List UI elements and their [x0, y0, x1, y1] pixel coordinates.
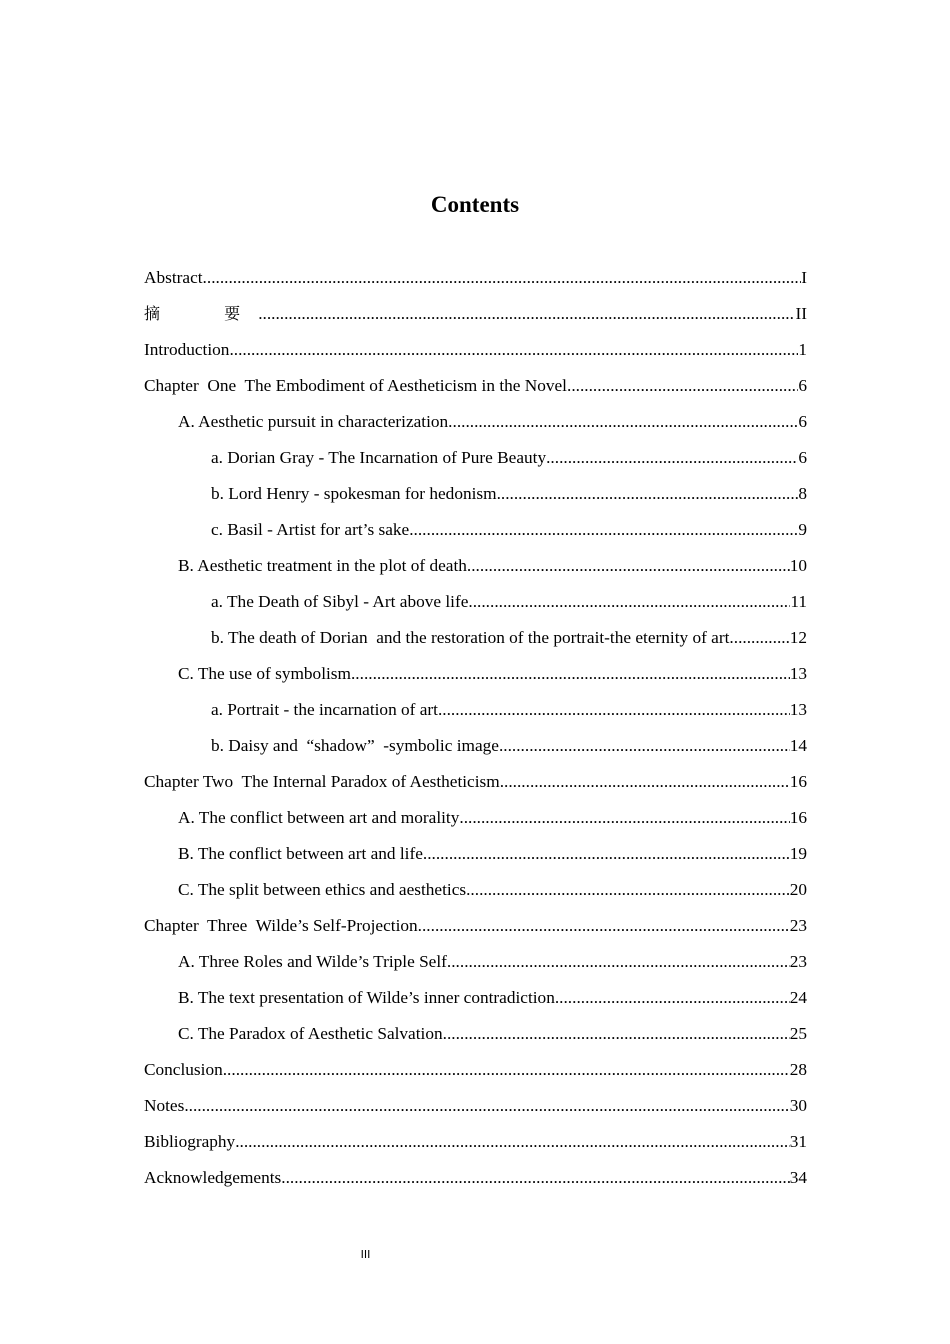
toc-dot-leader: [466, 874, 790, 906]
toc-dot-leader: [409, 514, 798, 546]
toc-entry-subsection[interactable]: [144, 514, 807, 550]
toc-dot-leader: [499, 730, 790, 762]
toc-entry-page: 20: [789, 880, 807, 899]
toc-entry-section[interactable]: [144, 550, 807, 586]
toc-entry-label: B. Aesthetic treatment in the plot of death: [178, 556, 467, 575]
toc-entry-label: Acknowledgements: [144, 1168, 282, 1187]
toc-dot-leader: [203, 262, 802, 294]
toc-entry-section[interactable]: [144, 838, 807, 874]
toc-entry-section[interactable]: [144, 982, 807, 1018]
toc-entry-page: 24: [789, 988, 807, 1007]
toc-dot-leader: [468, 586, 790, 618]
toc-entry-subsection[interactable]: [144, 442, 807, 478]
toc-entry-page: 6: [798, 448, 807, 467]
toc-entry-label: a. The Death of Sibyl - Art above life: [211, 592, 469, 611]
toc-entry-page: 11: [790, 592, 807, 611]
toc-entry-page: 13: [789, 664, 807, 683]
toc-entry-label: C. The Paradox of Aesthetic Salvation: [178, 1024, 443, 1043]
toc-entry-label: Chapter One The Embodiment of Aestheticism in the Novel: [144, 376, 567, 395]
toc-entry-page: 16: [789, 772, 807, 791]
toc-entry-label: B. The conflict between art and life: [178, 844, 423, 863]
toc-entry-page: 10: [789, 556, 807, 575]
toc-entry-bibliography[interactable]: [144, 1126, 807, 1162]
toc-entry-conclusion[interactable]: [144, 1054, 807, 1090]
toc-entry-page: 8: [798, 484, 807, 503]
toc-entry-acknowledgements[interactable]: [144, 1162, 807, 1198]
toc-entry-label: C. The use of symbolism: [178, 664, 351, 683]
toc-entry-label: b. Daisy and “shadow” -symbolic image: [211, 736, 499, 755]
toc-entry-page: 23: [789, 916, 807, 935]
toc-entry-label: 摘 要: [144, 304, 259, 323]
toc-dot-leader: [438, 694, 790, 726]
toc-dot-leader: [418, 910, 790, 942]
toc-entry-label: Abstract: [144, 268, 203, 287]
toc-dot-leader: [258, 298, 795, 330]
toc-entry-page: II: [795, 304, 807, 323]
toc-entry-chapter-two[interactable]: [144, 766, 807, 802]
toc-entry-label: Introduction: [144, 340, 230, 359]
toc-entry-label: c. Basil - Artist for art’s sake: [211, 520, 410, 539]
toc-entry-section[interactable]: [144, 802, 807, 838]
toc-entry-section[interactable]: [144, 874, 807, 910]
toc-entry-page: 12: [789, 628, 807, 647]
toc-entry-label: C. The split between ethics and aesthetics: [178, 880, 467, 899]
toc-entry-label: B. The text presentation of Wilde’s inner contradiction: [178, 988, 555, 1007]
toc-entry-label: a. Dorian Gray - The Incarnation of Pure Beauty: [211, 448, 547, 467]
toc-entry-page: 6: [798, 412, 807, 431]
toc-entry-page: 1: [798, 340, 807, 359]
toc-entry-page: 30: [789, 1096, 807, 1115]
toc-dot-leader: [567, 370, 798, 402]
toc-entry-label: b. Lord Henry - spokesman for hedonism: [211, 484, 497, 503]
toc-entry-page: 6: [798, 376, 807, 395]
toc-entry-section[interactable]: [144, 1018, 807, 1054]
toc-entry-page: 28: [789, 1060, 807, 1079]
toc-dot-leader: [281, 1162, 789, 1194]
toc-dot-leader: [500, 766, 790, 798]
toc-entry-label: Conclusion: [144, 1060, 223, 1079]
toc-entry-subsection[interactable]: [144, 622, 807, 658]
toc-entry-chapter-three[interactable]: [144, 910, 807, 946]
toc-entry-label: b. The death of Dorian and the restoration of the portrait-the eternity of art: [211, 628, 730, 647]
toc-dot-leader: [351, 658, 790, 690]
toc-entry-section[interactable]: [144, 406, 807, 442]
toc-entry-label: Chapter Two The Internal Paradox of Aestheticism: [144, 772, 500, 791]
toc-dot-leader: [223, 1054, 790, 1086]
toc-entry-notes[interactable]: [144, 1090, 807, 1126]
toc-entry-label: Chapter Three Wilde’s Self-Projection: [144, 916, 418, 935]
toc-dot-leader: [184, 1090, 789, 1122]
toc-entry-subsection[interactable]: [144, 730, 807, 766]
toc-entry-page: I: [801, 268, 807, 287]
toc-entry-label: A. The conflict between art and morality: [178, 808, 460, 827]
toc-entry-subsection[interactable]: [144, 478, 807, 514]
toc-entry-page: 14: [789, 736, 807, 755]
toc-entry-label: A. Aesthetic pursuit in characterization: [178, 412, 449, 431]
table-of-contents: [144, 262, 807, 1198]
toc-entry-page: 13: [789, 700, 807, 719]
toc-dot-leader: [443, 1018, 790, 1050]
toc-entry-section[interactable]: [144, 946, 807, 982]
page-title: Contents: [430, 192, 520, 218]
toc-dot-leader: [459, 802, 789, 834]
toc-dot-leader: [423, 838, 790, 870]
toc-entry-page: 34: [789, 1168, 807, 1187]
toc-entry-page: 23: [789, 952, 807, 971]
toc-dot-leader: [497, 478, 799, 510]
toc-entry-page: 25: [789, 1024, 807, 1043]
toc-entry-label: A. Three Roles and Wilde’s Triple Self: [178, 952, 447, 971]
toc-entry-label: a. Portrait - the incarnation of art: [211, 700, 438, 719]
toc-entry-page: 19: [789, 844, 807, 863]
toc-entry-subsection[interactable]: [144, 694, 807, 730]
toc-dot-leader: [447, 946, 790, 978]
toc-entry-chapter-one[interactable]: [144, 370, 807, 406]
toc-dot-leader: [546, 442, 798, 474]
toc-entry-chinese-abstract[interactable]: [144, 298, 807, 334]
toc-dot-leader: [555, 982, 790, 1014]
toc-entry-page: 9: [798, 520, 807, 539]
toc-dot-leader: [467, 550, 790, 582]
toc-dot-leader: [448, 406, 798, 438]
toc-entry-abstract[interactable]: [144, 262, 807, 298]
toc-entry-page: 31: [789, 1132, 807, 1151]
toc-dot-leader: [729, 622, 789, 654]
toc-entry-introduction[interactable]: [144, 334, 807, 370]
toc-entry-page: 16: [789, 808, 807, 827]
toc-dot-leader: [229, 334, 798, 366]
toc-entry-label: Notes: [144, 1096, 185, 1115]
toc-entry-label: Bibliography: [144, 1132, 236, 1151]
toc-entry-section[interactable]: [144, 658, 807, 694]
page-number: III: [360, 1248, 371, 1261]
toc-dot-leader: [235, 1126, 790, 1158]
toc-entry-subsection[interactable]: [144, 586, 807, 622]
